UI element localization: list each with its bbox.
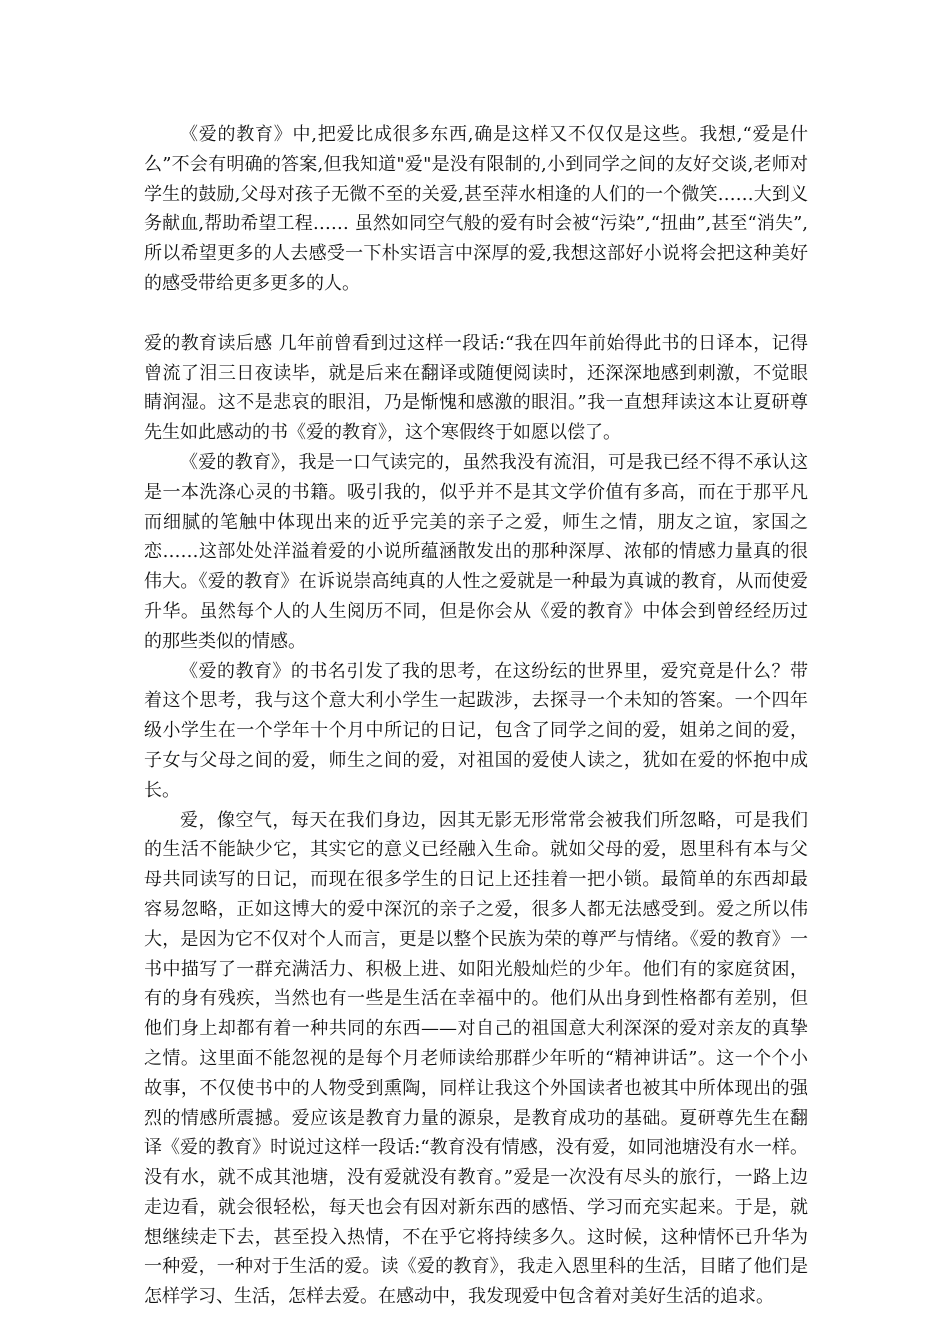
- paragraph-gap: [144, 299, 808, 329]
- paragraph-2: 爱的教育读后感 几年前曾看到过这样一段话:“我在四年前始得此书的日译本，记得曾流了泪三日夜读毕，就是后来在翻译或随便阅读时，还深深地感到刺激，不觉眼睛润湿。这不是悲哀的眼泪，乃是惭愧和感激的眼泪。”我一直想拜读这本让夏研尊先生如此感动的书《爱的教育》，这个寒假终于如愿以偿了。: [144, 332, 808, 444]
- paragraph-4: 《爱的教育》的书名引发了我的思考，在这纷纭的世界里，爱究竟是什么？带着这个思考，我与这个意大利小学生一起跋涉，去探寻一个未知的答案。一个四年级小学生在一个学年十个月中所记的日记，包含了同学之间的爱，姐弟之间的爱，子女与父母之间的爱，师生之间的爱，对祖国的爱使人读之，犹如在爱的怀抱中成长。: [144, 660, 808, 801]
- paragraph-3: 《爱的教育》，我是一口气读完的，虽然我没有流泪，可是我已经不得不承认这是一本洗涤心灵的书籍。吸引我的，似乎并不是其文学价值有多高，而在于那平凡而细腻的笔触中体现出来的近乎完美的亲子之爱，师生之情，朋友之谊，家国之恋……这部处处洋溢着爱的小说所蕴涵散发出的那种深厚、浓郁的情感力量真的很伟大。《爱的教育》在诉说崇高纯真的人性之爱就是一种最为真诚的教育，从而使爱升华。虽然每个人的人生阅历不同，但是你会从《爱的教育》中体会到曾经经历过的那些类似的情感。: [144, 451, 808, 652]
- document-page: [144, 120, 808, 1312]
- paragraph-1: 《爱的教育》中,把爱比成很多东西,确是这样又不仅仅是这些。我想,“爱是什么”不会有明确的答案,但我知道"爱"是没有限制的,小到同学之间的友好交谈,老师对学生的鼓励,父母对孩子无微不至的关爱,甚至萍水相逢的人们的一个微笑……大到义务献血,帮助希望工程…… 虽然如同空气般的爱有时会被“污染”,“扭曲”,甚至“消失”,所以希望更多的人去感受一下朴实语言中深厚的爱,我想这部好小说将会把这种美好的感受带给更多更多的人。: [144, 124, 808, 294]
- paragraph-5: 爱，像空气，每天在我们身边，因其无影无形常常会被我们所忽略，可是我们的生活不能缺少它，其实它的意义已经融入生命。就如父母的爱，恩里科有本与父母共同读写的日记，而现在很多学生的日记上还挂着一把小锁。最简单的东西却最容易忽略，正如这博大的爱中深沉的亲子之爱，很多人都无法感受到。爱之所以伟大，是因为它不仅对个人而言，更是以整个民族为荣的尊严与情绪。《爱的教育》一书中描写了一群充满活力、积极上进、如阳光般灿烂的少年。他们有的家庭贫困，有的身有残疾，当然也有一些是生活在幸福中的。他们从出身到性格都有差别，但他们身上却都有着一种共同的东西——对自己的祖国意大利深深的爱对亲友的真挚之情。这里面不能忽视的是每个月老师读给那群少年听的“精神讲话”。这一个个小故事，不仅使书中的人物受到熏陶，同样让我这个外国读者也被其中所体现出的强烈的情感所震撼。爱应该是教育力量的源泉，是教育成功的基础。夏研尊先生在翻译《爱的教育》时说过这样一段话:“教育没有情感，没有爱，如同池塘没有水一样。没有水，就不成其池塘，没有爱就没有教育。”爱是一次没有尽头的旅行，一路上边走边看，就会很轻松，每天也会有因对新东西的感悟、学习而充实起来。于是，就想继续走下去，甚至投入热情，不在乎它将持续多久。这时候，这种情怀已升华为一种爱，一种对于生活的爱。读《爱的教育》，我走入恩里科的生活，目睹了他们是怎样学习、生活，怎样去爱。在感动中，我发现爱中包含着对美好生活的追求。: [144, 809, 808, 1308]
